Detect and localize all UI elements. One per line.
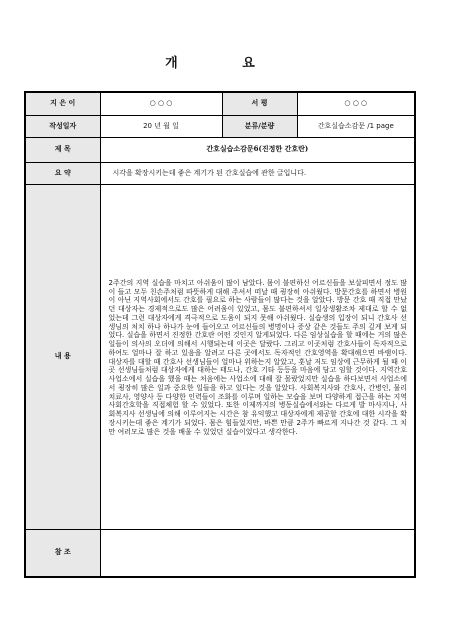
summary-value: 시각을 확장시키는데 좋은 계기가 된 간호실습에 관한 글입니다. xyxy=(100,162,415,184)
author-label: 지 은 이 xyxy=(25,92,100,115)
review-value: ○ ○ ○ xyxy=(297,92,415,115)
summary-row xyxy=(25,162,415,184)
author-value: ○ ○ ○ xyxy=(100,92,222,115)
date-label: 작성일자 xyxy=(25,115,100,137)
summary-form xyxy=(24,91,416,578)
reference-value xyxy=(100,529,415,577)
content-body: 2주간의 지역 실습을 마치고 아쉬움이 많이 남았다. 몸이 불편하신 어르신들을 보살피면서 정도 많이 들고 모두 친손주처럼 따뜻하게 대해 주셔서 떠날 때 굉장히 아쉬웠다. 방문간호를 하면서 병원이 아닌 지역사회에서도 간호를 필요로 하는 사람들이 많다는 것을 알았다. 방문 간호 때 직접 만났던 대상자는 경제적으로도 많은 어려움이 있었고, 몸도 불편하셔서 일상생활조차 제대로 할 수 없었는데 그런 대상자에게 격극적으로 도움이 되지 못해 아쉬웠다. 실습생의 입장이 되니 간호사 선생님의 처치 하나 하나가 눈에 들어오고 어르신들의 병명이나 증상 같은 것들도 주의 깊게 보게 되었다. 실습을 하면서 진정한 간호란 어떤 것인지 알게되었다. 다른 임상실습을 할 때에는 거의 많은 일들이 의사의 오더에 의해서 시행되는데 이곳은 달랐다. 그리고 이곳처럼 간호사들이 독자적으로 하여도 얼마나 잘 하고 있음을 알려고 다른 곳에서도 독자적인 간호영역을 확대해으면 바램이다. 대상자를 대할 때 간호사 선생님들이 얼마나 위하는지 알았고, 훗날 저도 임상에 근무하게 될 때 이곳 선생님들처럼 대상자에게 대하는 태도나, 간호 기타 등등을 마음에 담고 임할 것이다. 지역간호사업소에서 실습을 했을 때는 처음에는 사업소에 대해 잘 몰랐었지만 실습을 하다보면서 사업소에서 굉장히 많은 일과 중요한 일들을 하고 있다는 것을 알았다. 사회복지사와 간호사, 간병인, 물리치료사, 영양사 등 다양한 인력들이 조화를 이루며 일하는 모습을 보며 다양하게 접근을 하는 지역사회간호학을 직접체험 할 수 있었다. 또한 이제까지의 병동실습에서와는 다르게 발 마사지나, 사회복지사 선생님에 의해 이루어지는 시간은 참 유익했고 대상자에게 제공할 간호에 대한 시각을 확장시키는데 좋은 계기가 되었다. 몸은 힘들었지만, 바쁜 만큼 2주가 빠르게 지나간 것 같다. 그 치만 여러모로 많은 것을 배울 수 있었던 실습이었다고 생각한다. xyxy=(100,184,415,529)
review-label: 서 평 xyxy=(222,92,297,115)
summary-label: 요 약 xyxy=(25,162,100,184)
author-row xyxy=(25,92,415,115)
subject-row xyxy=(25,137,415,162)
category-value: 간호실습소감문 /1 page xyxy=(297,115,415,137)
category-label: 분류/분량 xyxy=(222,115,297,137)
page-title: 개 요 xyxy=(165,56,285,71)
date-value: 20 년 월 일 xyxy=(100,115,222,137)
subject-label: 제 목 xyxy=(25,137,100,162)
content-label: 내 용 xyxy=(25,184,100,529)
content-row xyxy=(25,184,415,529)
subject-value: 간호실습소감문6(진정한 간호란) xyxy=(100,137,415,162)
reference-label: 참 조 xyxy=(25,529,100,577)
date-row xyxy=(25,115,415,137)
reference-row xyxy=(25,529,415,577)
